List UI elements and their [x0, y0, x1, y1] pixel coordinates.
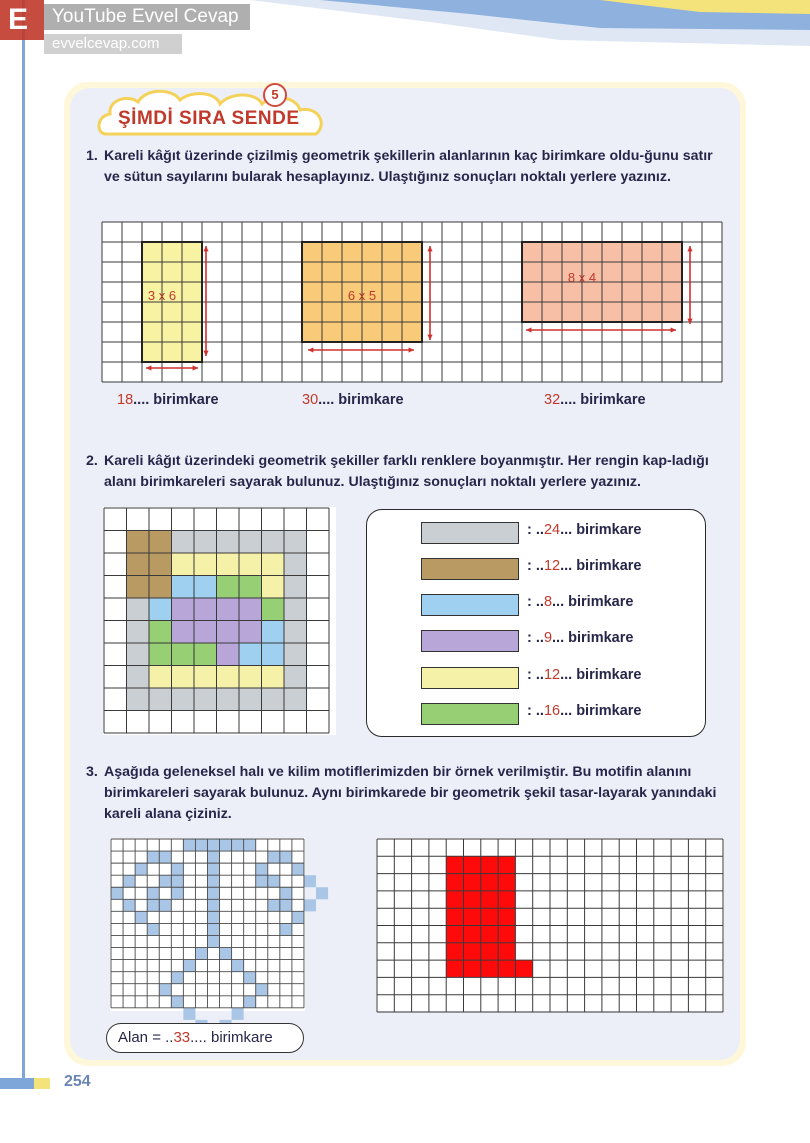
- legend-unit: birimkare: [576, 522, 642, 538]
- watermark-site: evvelcevap.com: [44, 34, 182, 54]
- motif-cell: [268, 875, 280, 887]
- answer-1-b-dots: ....: [318, 392, 335, 408]
- answer-1-b: [302, 392, 404, 408]
- motif-cell: [171, 996, 183, 1008]
- colored-cell: [239, 576, 262, 599]
- colored-cell: [127, 621, 150, 644]
- area-value: 33: [173, 1029, 191, 1046]
- motif-cell: [220, 948, 232, 960]
- motif-cell: [171, 863, 183, 875]
- motif-cell: [207, 839, 219, 851]
- motif-cell: [244, 972, 256, 984]
- legend-row-gray: : ..24... birimkare: [527, 522, 642, 538]
- legend-row-yellow: : ..12... birimkare: [527, 667, 642, 683]
- motif-cell: [207, 899, 219, 911]
- motif-cell: [280, 899, 292, 911]
- colored-cell: [127, 598, 150, 621]
- legend-row-brown: : ..12... birimkare: [527, 558, 642, 574]
- motif-cell: [183, 960, 195, 972]
- legend-value-yellow: 12: [543, 667, 561, 683]
- rectangle-3x6-label: 3 x 6: [147, 288, 177, 303]
- motif-cell: [159, 984, 171, 996]
- margin-line: [22, 0, 25, 1080]
- motif-cell: [207, 875, 219, 887]
- question-2-number: 2.: [86, 453, 98, 469]
- colored-cell: [217, 643, 240, 666]
- motif-cell: [316, 887, 328, 899]
- legend-swatch-blue: [421, 594, 519, 616]
- colored-cell: [172, 553, 195, 576]
- colored-cell: [284, 531, 307, 554]
- colored-cell: [284, 576, 307, 599]
- colored-cell: [239, 531, 262, 554]
- legend-unit: birimkare: [568, 594, 634, 610]
- question-2-grid: [104, 508, 335, 734]
- question-3: [86, 762, 726, 825]
- colored-cell: [284, 643, 307, 666]
- answer-1-c-unit: birimkare: [580, 392, 646, 408]
- colored-cell: [172, 643, 195, 666]
- question-3-motif-grid: [111, 839, 304, 1010]
- question-2-text: Kareli kâğıt üzerindeki geometrik şekiller farklı renklere boyanmıştır. Her rengin kap-ladığı alanı birimkareleri sayarak bulunuz. Ulaştığınız sonuçları noktalı yerlere yazınız.: [104, 453, 709, 490]
- page-number-bar: [0, 1078, 50, 1089]
- motif-cell: [207, 887, 219, 899]
- motif-cell: [159, 875, 171, 887]
- colored-cell: [262, 576, 285, 599]
- motif-cell: [147, 851, 159, 863]
- motif-cell: [207, 935, 219, 947]
- colored-cell: [284, 688, 307, 711]
- answer-1-a-unit: birimkare: [153, 392, 219, 408]
- colored-cell: [217, 666, 240, 689]
- colored-cell: [172, 688, 195, 711]
- motif-cell: [304, 899, 316, 911]
- motif-cell: [256, 984, 268, 996]
- colored-cell: [194, 553, 217, 576]
- motif-cell: [123, 875, 135, 887]
- legend-unit: birimkare: [576, 558, 642, 574]
- colored-cell: [239, 553, 262, 576]
- motif-cell: [232, 839, 244, 851]
- motif-cell: [292, 911, 304, 923]
- motif-cell: [280, 923, 292, 935]
- colored-cell: [149, 688, 172, 711]
- area-answer-box: [106, 1023, 304, 1053]
- page-number: 254: [64, 1073, 91, 1090]
- colored-cell: [149, 576, 172, 599]
- legend-row-green: : ..16... birimkare: [527, 703, 642, 719]
- colored-cell: [239, 666, 262, 689]
- rectangle-6x5-label: 6 x 5: [347, 288, 377, 303]
- motif-cell: [183, 1008, 195, 1020]
- area-suffix: .... birimkare: [190, 1029, 273, 1046]
- colored-cell: [127, 576, 150, 599]
- colored-cell: [217, 531, 240, 554]
- legend-colon: :: [527, 594, 532, 610]
- colored-cell: [217, 688, 240, 711]
- colored-cell: [239, 643, 262, 666]
- motif-cell: [159, 899, 171, 911]
- motif-cell: [171, 972, 183, 984]
- answer-1-c-value: 32: [544, 392, 561, 408]
- question-2: [86, 451, 726, 493]
- colored-cell: [149, 666, 172, 689]
- motif-cell: [135, 911, 147, 923]
- motif-cell: [171, 875, 183, 887]
- section-title: ŞİMDİ SIRA SENDE: [118, 108, 300, 129]
- question-1-number: 1.: [86, 148, 98, 164]
- motif-cell: [292, 863, 304, 875]
- motif-cell: [280, 851, 292, 863]
- question-1-grid: [102, 222, 722, 384]
- colored-cell: [194, 598, 217, 621]
- colored-cell: [127, 531, 150, 554]
- motif-cell: [171, 887, 183, 899]
- colored-cell: [172, 598, 195, 621]
- colored-cell: [127, 666, 150, 689]
- legend-swatch-purple: [421, 630, 519, 652]
- motif-cell: [159, 851, 171, 863]
- colored-cell: [194, 621, 217, 644]
- motif-cell: [256, 875, 268, 887]
- colored-cell: [217, 598, 240, 621]
- motif-cell: [256, 863, 268, 875]
- colored-cell: [262, 598, 285, 621]
- colored-cell: [194, 576, 217, 599]
- motif-cell: [232, 1008, 244, 1020]
- legend-value-brown: 12: [543, 558, 561, 574]
- colored-cell: [127, 688, 150, 711]
- colored-cell: [239, 688, 262, 711]
- colored-cell: [194, 688, 217, 711]
- colored-cell: [239, 621, 262, 644]
- colored-cell: [194, 531, 217, 554]
- colored-cell: [149, 531, 172, 554]
- colored-cell: [149, 553, 172, 576]
- question-1: [86, 146, 724, 188]
- question-3-number: 3.: [86, 764, 98, 780]
- motif-cell: [268, 851, 280, 863]
- answer-1-b-unit: birimkare: [338, 392, 404, 408]
- colored-cell: [284, 621, 307, 644]
- colored-cell: [194, 666, 217, 689]
- motif-cell: [304, 875, 316, 887]
- colored-cell: [284, 666, 307, 689]
- colored-cell: [262, 621, 285, 644]
- legend-unit: birimkare: [576, 703, 642, 719]
- colored-cell: [127, 643, 150, 666]
- motif-cell: [220, 839, 232, 851]
- answer-1-b-value: 30: [302, 392, 319, 408]
- colored-cell: [262, 531, 285, 554]
- motif-cell: [244, 996, 256, 1008]
- motif-cell: [268, 899, 280, 911]
- legend-colon: :: [527, 558, 532, 574]
- colored-cell: [194, 643, 217, 666]
- colored-cell: [262, 643, 285, 666]
- legend-row-purple: : ..9... birimkare: [527, 630, 634, 646]
- colored-cell: [262, 688, 285, 711]
- answer-1-c: [544, 392, 646, 408]
- colored-cell: [217, 553, 240, 576]
- colored-cell: [172, 621, 195, 644]
- section-number: 5: [263, 83, 287, 107]
- motif-cell: [207, 911, 219, 923]
- motif-cell: [147, 923, 159, 935]
- answer-1-a-value: 18: [117, 392, 134, 408]
- colored-cell: [217, 621, 240, 644]
- colored-cell: [172, 666, 195, 689]
- colored-cell: [262, 553, 285, 576]
- legend-value-green: 16: [543, 703, 561, 719]
- answer-1-a: [117, 392, 219, 408]
- question-3-text: Aşağıda geleneksel halı ve kilim motiflerimizden bir örnek verilmiştir. Bu motifin alanını birimkareleri sayarak bulunuz. Aynı birimkarede bir geometrik şekil tasar-layarak yanındaki kareli alana çiziniz.: [104, 764, 717, 822]
- legend-row-blue: : ..8... birimkare: [527, 594, 634, 610]
- motif-cell: [207, 851, 219, 863]
- legend-swatch-gray: [421, 522, 519, 544]
- question-3-drawing-grid: [377, 839, 723, 1010]
- colored-cell: [172, 531, 195, 554]
- legend-swatch-brown: [421, 558, 519, 580]
- motif-cell: [195, 839, 207, 851]
- legend-colon: :: [527, 667, 532, 683]
- colored-cell: [172, 576, 195, 599]
- legend-colon: :: [527, 703, 532, 719]
- legend-unit: birimkare: [576, 667, 642, 683]
- colored-cell: [127, 553, 150, 576]
- answer-1-a-dots: ....: [133, 392, 150, 408]
- legend-value-blue: 8: [543, 594, 553, 610]
- question-1-text: Kareli kâğıt üzerinde çizilmiş geometrik şekillerin alanlarının kaç birimkare oldu-ğunu satır ve sütun sayılarını bularak hesaplayınız. Ulaştığınız sonuçları noktalı yerlere yazınız.: [104, 148, 713, 185]
- motif-cell: [183, 839, 195, 851]
- legend-colon: :: [527, 522, 532, 538]
- motif-cell: [280, 887, 292, 899]
- rectangle-8x4-label: 8 x 4: [567, 270, 597, 285]
- colored-cell: [284, 553, 307, 576]
- motif-cell: [135, 863, 147, 875]
- legend-value-purple: 9: [543, 630, 553, 646]
- motif-cell: [207, 863, 219, 875]
- motif-cell: [147, 887, 159, 899]
- colored-cell: [217, 576, 240, 599]
- motif-cell: [123, 899, 135, 911]
- colored-cell: [149, 621, 172, 644]
- motif-cell: [147, 899, 159, 911]
- colored-cell: [262, 666, 285, 689]
- colored-cell: [239, 598, 262, 621]
- motif-cell: [195, 948, 207, 960]
- motif-cell: [232, 960, 244, 972]
- answer-1-c-dots: ....: [560, 392, 577, 408]
- motif-cell: [244, 839, 256, 851]
- legend-swatch-green: [421, 703, 519, 725]
- watermark-logo: E: [0, 0, 44, 40]
- colored-cell: [149, 643, 172, 666]
- motif-cell: [111, 887, 123, 899]
- colored-cell: [284, 598, 307, 621]
- legend-colon: :: [527, 630, 532, 646]
- legend-unit: birimkare: [568, 630, 634, 646]
- legend-value-gray: 24: [543, 522, 561, 538]
- colored-cell: [149, 598, 172, 621]
- motif-cell: [207, 923, 219, 935]
- area-prefix: Alan = ..: [118, 1029, 174, 1046]
- watermark-channel: YouTube Evvel Cevap: [44, 4, 250, 30]
- legend-swatch-yellow: [421, 667, 519, 689]
- drawn-l-shape: [446, 856, 533, 977]
